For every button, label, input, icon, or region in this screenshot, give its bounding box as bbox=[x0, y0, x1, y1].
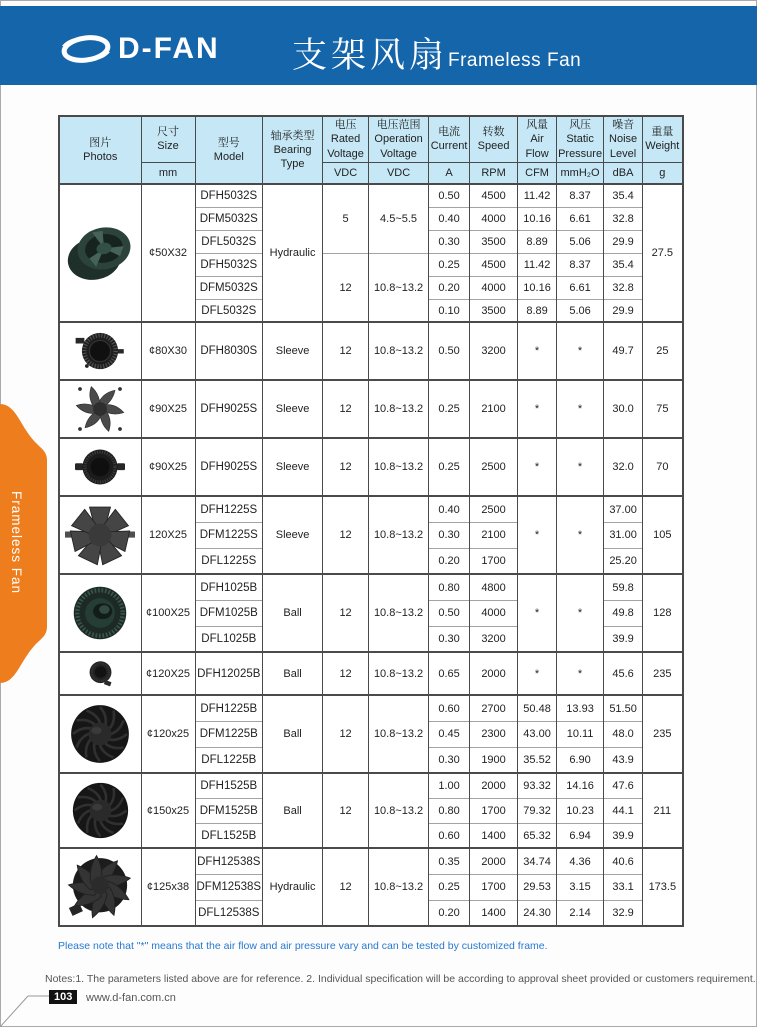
speed-cell: 3200 bbox=[470, 322, 518, 380]
model-cell: DFH9025S bbox=[195, 380, 263, 438]
airflow-cell: * bbox=[518, 438, 557, 496]
model-cell: DFH12538S bbox=[195, 848, 263, 874]
noise-cell: 32.8 bbox=[604, 276, 643, 299]
noise-cell: 49.8 bbox=[604, 600, 643, 626]
speed-cell: 2000 bbox=[470, 773, 518, 798]
speed-cell: 3500 bbox=[470, 299, 518, 322]
model-cell: DFL5032S bbox=[195, 230, 263, 253]
asterisk-note: Please note that "*" means that the air flow and air pressure vary and can be tested by customized frame. bbox=[58, 940, 548, 952]
pressure-cell: * bbox=[557, 496, 604, 574]
col-header-pressure: 风压 Static Pressure bbox=[557, 116, 604, 162]
top-banner bbox=[0, 6, 757, 85]
model-cell: DFM1225B bbox=[195, 721, 263, 747]
current-cell: 0.45 bbox=[429, 721, 470, 747]
weight-cell: 235 bbox=[643, 695, 683, 773]
current-cell: 0.60 bbox=[429, 823, 470, 848]
pressure-cell: 4.36 bbox=[557, 848, 604, 874]
pressure-cell: 10.23 bbox=[557, 798, 604, 823]
noise-cell: 39.9 bbox=[604, 823, 643, 848]
col-header-speed: 转数 Speed bbox=[470, 116, 518, 162]
current-cell: 0.50 bbox=[429, 322, 470, 380]
photo-cell bbox=[59, 496, 141, 574]
operation-voltage-cell: 10.8~13.2 bbox=[369, 438, 429, 496]
pressure-cell: * bbox=[557, 322, 604, 380]
fan-photo bbox=[61, 384, 140, 434]
speed-cell: 2000 bbox=[470, 848, 518, 874]
model-cell: DFM5032S bbox=[195, 276, 263, 299]
col-header-current: 电流 Current bbox=[429, 116, 470, 162]
weight-cell: 211 bbox=[643, 773, 683, 848]
side-tab-shape bbox=[0, 398, 52, 690]
bearing-cell: Ball bbox=[263, 695, 323, 773]
pressure-cell: 6.61 bbox=[557, 276, 604, 299]
current-cell: 0.25 bbox=[429, 253, 470, 276]
model-cell: DFM5032S bbox=[195, 207, 263, 230]
photo-cell bbox=[59, 322, 141, 380]
current-cell: 0.40 bbox=[429, 207, 470, 230]
col-header-bearing: 轴承类型 Bearing Type bbox=[263, 116, 323, 184]
speed-cell: 3500 bbox=[470, 230, 518, 253]
airflow-cell: 11.42 bbox=[518, 184, 557, 207]
speed-cell: 2300 bbox=[470, 721, 518, 747]
noise-cell: 32.8 bbox=[604, 207, 643, 230]
noise-cell: 43.9 bbox=[604, 747, 643, 773]
weight-cell: 27.5 bbox=[643, 184, 683, 322]
current-cell: 0.20 bbox=[429, 548, 470, 574]
model-cell: DFH5032S bbox=[195, 184, 263, 207]
col-header-weight: 重量 Weight bbox=[643, 116, 683, 162]
col-unit-airflow: CFM bbox=[518, 162, 557, 184]
fan-photo bbox=[61, 326, 140, 376]
current-cell: 0.30 bbox=[429, 522, 470, 548]
pressure-cell: 5.06 bbox=[557, 299, 604, 322]
current-cell: 0.30 bbox=[429, 626, 470, 652]
airflow-cell: 29.53 bbox=[518, 874, 557, 900]
model-cell: DFL1225S bbox=[195, 548, 263, 574]
size-cell: ¢80X30 bbox=[141, 322, 195, 380]
current-cell: 0.80 bbox=[429, 574, 470, 600]
photo-cell bbox=[59, 773, 141, 848]
pressure-cell: 6.94 bbox=[557, 823, 604, 848]
fan-spec-table bbox=[58, 115, 684, 927]
bearing-cell: Ball bbox=[263, 574, 323, 652]
bearing-cell: Sleeve bbox=[263, 438, 323, 496]
current-cell: 0.25 bbox=[429, 438, 470, 496]
model-cell: DFM1225S bbox=[195, 522, 263, 548]
side-tab-label: Frameless Fan bbox=[9, 491, 24, 595]
model-cell: DFL1025B bbox=[195, 626, 263, 652]
airflow-cell: 11.42 bbox=[518, 253, 557, 276]
current-cell: 0.35 bbox=[429, 848, 470, 874]
speed-cell: 1700 bbox=[470, 798, 518, 823]
pressure-cell: * bbox=[557, 574, 604, 652]
speed-cell: 4500 bbox=[470, 253, 518, 276]
side-tab-frameless-fan bbox=[0, 398, 52, 690]
size-cell: ¢120x25 bbox=[141, 695, 195, 773]
col-header-rated-voltage: 电压 Rated Voltage bbox=[323, 116, 369, 162]
noise-cell: 32.0 bbox=[604, 438, 643, 496]
noise-cell: 37.00 bbox=[604, 496, 643, 522]
size-cell: ¢90X25 bbox=[141, 380, 195, 438]
speed-cell: 1900 bbox=[470, 747, 518, 773]
rated-voltage-cell: 12 bbox=[323, 574, 369, 652]
logo-text: D-FAN bbox=[118, 32, 220, 65]
model-cell: DFH1225B bbox=[195, 695, 263, 721]
noise-cell: 51.50 bbox=[604, 695, 643, 721]
current-cell: 0.20 bbox=[429, 276, 470, 299]
current-cell: 0.25 bbox=[429, 874, 470, 900]
brand-logo bbox=[60, 28, 220, 70]
photo-cell bbox=[59, 848, 141, 926]
model-cell: DFL12538S bbox=[195, 900, 263, 926]
pressure-cell: 3.15 bbox=[557, 874, 604, 900]
model-cell: DFH1025B bbox=[195, 574, 263, 600]
speed-cell: 4500 bbox=[470, 184, 518, 207]
model-cell: DFH8030S bbox=[195, 322, 263, 380]
model-cell: DFH1225S bbox=[195, 496, 263, 522]
size-cell: ¢100X25 bbox=[141, 574, 195, 652]
airflow-cell: * bbox=[518, 322, 557, 380]
noise-cell: 49.7 bbox=[604, 322, 643, 380]
speed-cell: 4000 bbox=[470, 207, 518, 230]
col-header-photos: 图片 Photos bbox=[59, 116, 141, 184]
speed-cell: 2700 bbox=[470, 695, 518, 721]
airflow-cell: 8.89 bbox=[518, 299, 557, 322]
pressure-cell: 10.11 bbox=[557, 721, 604, 747]
current-cell: 0.80 bbox=[429, 798, 470, 823]
speed-cell: 2100 bbox=[470, 380, 518, 438]
operation-voltage-cell: 10.8~13.2 bbox=[369, 773, 429, 848]
noise-cell: 59.8 bbox=[604, 574, 643, 600]
pressure-cell: 8.37 bbox=[557, 253, 604, 276]
col-header-airflow: 风量 Air Flow bbox=[518, 116, 557, 162]
airflow-cell: 34.74 bbox=[518, 848, 557, 874]
noise-cell: 48.0 bbox=[604, 721, 643, 747]
size-cell: 120X25 bbox=[141, 496, 195, 574]
size-cell: ¢120X25 bbox=[141, 652, 195, 695]
rated-voltage-cell: 12 bbox=[323, 438, 369, 496]
current-cell: 0.60 bbox=[429, 695, 470, 721]
speed-cell: 2100 bbox=[470, 522, 518, 548]
col-unit-weight: g bbox=[643, 162, 683, 184]
model-cell: DFL1525B bbox=[195, 823, 263, 848]
col-header-noise: 噪音 Noise Level bbox=[604, 116, 643, 162]
operation-voltage-cell: 10.8~13.2 bbox=[369, 253, 429, 322]
photo-cell bbox=[59, 438, 141, 496]
operation-voltage-cell: 10.8~13.2 bbox=[369, 322, 429, 380]
bearing-cell: Hydraulic bbox=[263, 848, 323, 926]
model-cell: DFH5032S bbox=[195, 253, 263, 276]
noise-cell: 39.9 bbox=[604, 626, 643, 652]
pressure-cell: * bbox=[557, 438, 604, 496]
speed-cell: 4000 bbox=[470, 276, 518, 299]
operation-voltage-cell: 10.8~13.2 bbox=[369, 695, 429, 773]
airflow-cell: * bbox=[518, 496, 557, 574]
airflow-cell: * bbox=[518, 574, 557, 652]
fan-photo bbox=[61, 777, 140, 844]
noise-cell: 25.20 bbox=[604, 548, 643, 574]
photo-cell bbox=[59, 695, 141, 773]
rated-voltage-cell: 12 bbox=[323, 380, 369, 438]
fan-photo bbox=[61, 699, 140, 769]
reference-notes: Notes:1. The parameters listed above are for reference. 2. Individual specification will be according to approval sheet provided or customers requirement. bbox=[45, 973, 756, 985]
current-cell: 0.30 bbox=[429, 747, 470, 773]
rated-voltage-cell: 12 bbox=[323, 848, 369, 926]
bearing-cell: Ball bbox=[263, 652, 323, 695]
col-unit-pressure: mmH₂O bbox=[557, 162, 604, 184]
size-cell: ¢90X25 bbox=[141, 438, 195, 496]
airflow-cell: 79.32 bbox=[518, 798, 557, 823]
fan-photo bbox=[61, 442, 140, 492]
model-cell: DFM1525B bbox=[195, 798, 263, 823]
page-title-chinese: 支架风扇 bbox=[292, 36, 449, 75]
noise-cell: 35.4 bbox=[604, 184, 643, 207]
photo-cell bbox=[59, 652, 141, 695]
size-cell: ¢125x38 bbox=[141, 848, 195, 926]
speed-cell: 2500 bbox=[470, 438, 518, 496]
noise-cell: 33.1 bbox=[604, 874, 643, 900]
airflow-cell: 24.30 bbox=[518, 900, 557, 926]
col-unit-operation-voltage: VDC bbox=[369, 162, 429, 184]
pressure-cell: 13.93 bbox=[557, 695, 604, 721]
model-cell: DFH1525B bbox=[195, 773, 263, 798]
pressure-cell: 5.06 bbox=[557, 230, 604, 253]
speed-cell: 4800 bbox=[470, 574, 518, 600]
bearing-cell: Sleeve bbox=[263, 380, 323, 438]
airflow-cell: * bbox=[518, 652, 557, 695]
bearing-cell: Sleeve bbox=[263, 322, 323, 380]
weight-cell: 173.5 bbox=[643, 848, 683, 926]
operation-voltage-cell: 10.8~13.2 bbox=[369, 652, 429, 695]
col-header-operation-voltage: 电压范围 Operation Voltage bbox=[369, 116, 429, 162]
bearing-cell: Ball bbox=[263, 773, 323, 848]
pressure-cell: 6.61 bbox=[557, 207, 604, 230]
noise-cell: 30.0 bbox=[604, 380, 643, 438]
rated-voltage-cell: 12 bbox=[323, 496, 369, 574]
airflow-cell: 50.48 bbox=[518, 695, 557, 721]
current-cell: 0.30 bbox=[429, 230, 470, 253]
current-cell: 0.10 bbox=[429, 299, 470, 322]
speed-cell: 4000 bbox=[470, 600, 518, 626]
noise-cell: 47.6 bbox=[604, 773, 643, 798]
website-url: www.d-fan.com.cn bbox=[86, 992, 176, 1004]
speed-cell: 3200 bbox=[470, 626, 518, 652]
speed-cell: 1700 bbox=[470, 874, 518, 900]
photo-cell bbox=[59, 380, 141, 438]
pressure-cell: * bbox=[557, 380, 604, 438]
size-cell: ¢150x25 bbox=[141, 773, 195, 848]
airflow-cell: 43.00 bbox=[518, 721, 557, 747]
noise-cell: 35.4 bbox=[604, 253, 643, 276]
fan-photo bbox=[61, 852, 140, 922]
speed-cell: 1700 bbox=[470, 548, 518, 574]
pressure-cell: 8.37 bbox=[557, 184, 604, 207]
current-cell: 1.00 bbox=[429, 773, 470, 798]
rated-voltage-cell: 12 bbox=[323, 652, 369, 695]
page-title-english: Frameless Fan bbox=[448, 50, 582, 71]
speed-cell: 2500 bbox=[470, 496, 518, 522]
weight-cell: 235 bbox=[643, 652, 683, 695]
current-cell: 0.25 bbox=[429, 380, 470, 438]
col-unit-size: mm bbox=[141, 162, 195, 184]
photo-cell bbox=[59, 574, 141, 652]
airflow-cell: 93.32 bbox=[518, 773, 557, 798]
model-cell: DFL5032S bbox=[195, 299, 263, 322]
pressure-cell: 6.90 bbox=[557, 747, 604, 773]
col-unit-rated-voltage: VDC bbox=[323, 162, 369, 184]
noise-cell: 45.6 bbox=[604, 652, 643, 695]
noise-cell: 31.00 bbox=[604, 522, 643, 548]
rated-voltage-cell: 12 bbox=[323, 773, 369, 848]
operation-voltage-cell: 10.8~13.2 bbox=[369, 496, 429, 574]
pressure-cell: * bbox=[557, 652, 604, 695]
speed-cell: 2000 bbox=[470, 652, 518, 695]
weight-cell: 25 bbox=[643, 322, 683, 380]
pressure-cell: 2.14 bbox=[557, 900, 604, 926]
weight-cell: 105 bbox=[643, 496, 683, 574]
operation-voltage-cell: 10.8~13.2 bbox=[369, 848, 429, 926]
noise-cell: 44.1 bbox=[604, 798, 643, 823]
airflow-cell: 35.52 bbox=[518, 747, 557, 773]
operation-voltage-cell: 10.8~13.2 bbox=[369, 380, 429, 438]
noise-cell: 29.9 bbox=[604, 299, 643, 322]
weight-cell: 128 bbox=[643, 574, 683, 652]
operation-voltage-cell: 4.5~5.5 bbox=[369, 184, 429, 253]
operation-voltage-cell: 10.8~13.2 bbox=[369, 574, 429, 652]
speed-cell: 1400 bbox=[470, 823, 518, 848]
airflow-cell: 10.16 bbox=[518, 207, 557, 230]
rated-voltage-cell: 5 bbox=[323, 184, 369, 253]
fan-photo bbox=[61, 500, 140, 570]
fan-photo bbox=[61, 215, 140, 291]
size-cell: ¢50X32 bbox=[141, 184, 195, 322]
col-header-model: 型号 Model bbox=[195, 116, 263, 184]
rated-voltage-cell: 12 bbox=[323, 322, 369, 380]
model-cell: DFM1025B bbox=[195, 600, 263, 626]
noise-cell: 40.6 bbox=[604, 848, 643, 874]
col-unit-current: A bbox=[429, 162, 470, 184]
airflow-cell: 65.32 bbox=[518, 823, 557, 848]
page-number-badge: 103 bbox=[49, 990, 77, 1004]
airflow-cell: 10.16 bbox=[518, 276, 557, 299]
fan-photo bbox=[61, 578, 140, 648]
model-cell: DFH12025B bbox=[195, 652, 263, 695]
rated-voltage-cell: 12 bbox=[323, 695, 369, 773]
current-cell: 0.50 bbox=[429, 600, 470, 626]
col-unit-noise: dBA bbox=[604, 162, 643, 184]
fan-photo bbox=[61, 656, 140, 691]
model-cell: DFH9025S bbox=[195, 438, 263, 496]
col-unit-speed: RPM bbox=[470, 162, 518, 184]
pressure-cell: 14.16 bbox=[557, 773, 604, 798]
current-cell: 0.50 bbox=[429, 184, 470, 207]
airflow-cell: 8.89 bbox=[518, 230, 557, 253]
bearing-cell: Hydraulic bbox=[263, 184, 323, 322]
photo-cell bbox=[59, 184, 141, 322]
current-cell: 0.20 bbox=[429, 900, 470, 926]
current-cell: 0.40 bbox=[429, 496, 470, 522]
weight-cell: 70 bbox=[643, 438, 683, 496]
noise-cell: 29.9 bbox=[604, 230, 643, 253]
speed-cell: 1400 bbox=[470, 900, 518, 926]
weight-cell: 75 bbox=[643, 380, 683, 438]
current-cell: 0.65 bbox=[429, 652, 470, 695]
rated-voltage-cell: 12 bbox=[323, 253, 369, 322]
fan-swoosh-icon bbox=[60, 32, 112, 66]
model-cell: DFM12538S bbox=[195, 874, 263, 900]
bearing-cell: Sleeve bbox=[263, 496, 323, 574]
col-header-size: 尺寸 Size bbox=[141, 116, 195, 162]
noise-cell: 32.9 bbox=[604, 900, 643, 926]
airflow-cell: * bbox=[518, 380, 557, 438]
model-cell: DFL1225B bbox=[195, 747, 263, 773]
